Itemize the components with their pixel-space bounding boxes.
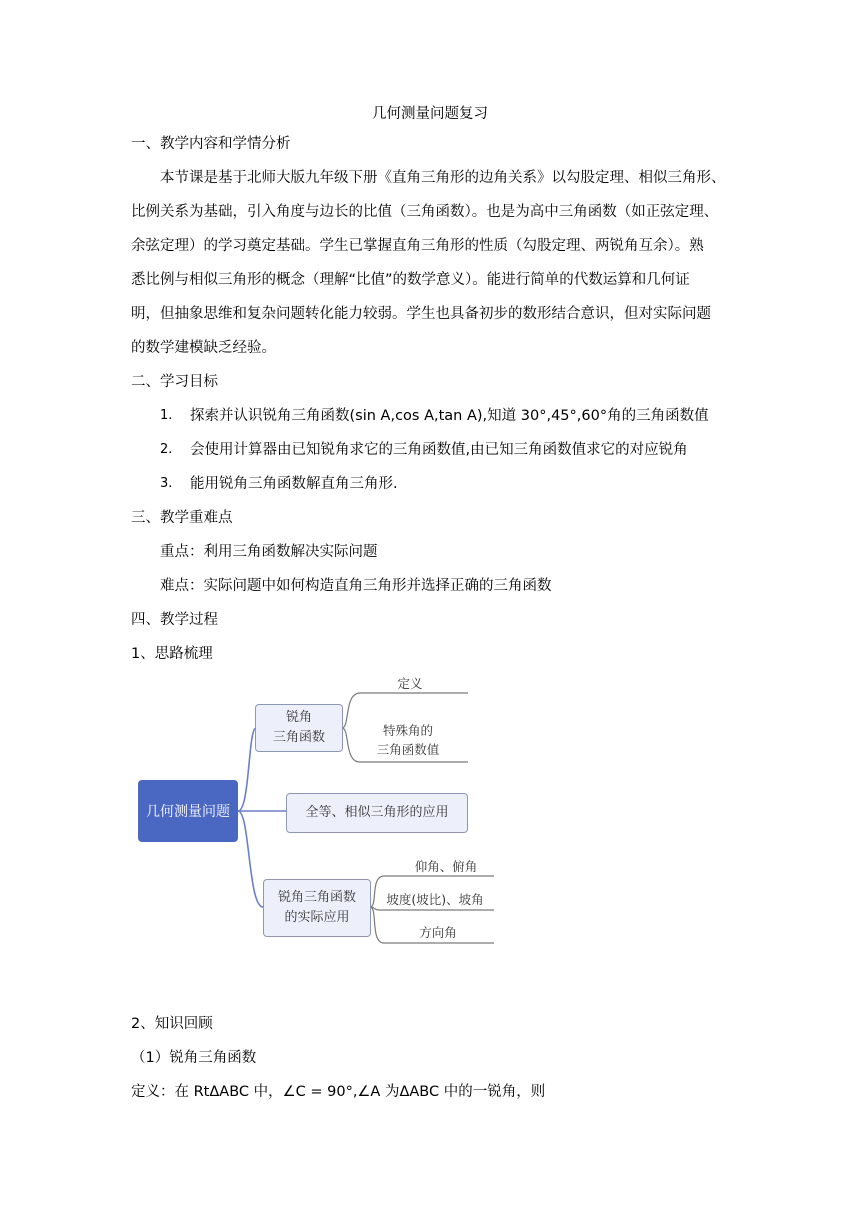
section-1-heading: 一、教学内容和学情分析 — [131, 136, 291, 152]
list-item-text: 探索并认识锐角三角函数(sin A,cos A,tan A),知道 30°,45°,60°角的三角函数值 — [190, 408, 709, 424]
subsection-heading: 2、知识回顾 — [131, 1016, 213, 1032]
section-1-line: 余弦定理）的学习奠定基础。学生已掌握直角三角形的性质（勾股定理、两锐角互余）。熟 — [131, 238, 704, 254]
branch-label: 锐角三角函数 — [277, 890, 356, 905]
mindmap-branch-trig — [255, 704, 343, 752]
leaf-special-angle: 三角函数值 — [376, 742, 440, 757]
list-item-text: 能用锐角三角函数解直角三角形. — [190, 476, 398, 492]
leaf-slope: 坡度(坡比)、坡角 — [386, 892, 484, 907]
section-4-heading: 四、教学过程 — [131, 612, 218, 628]
leaf-special-angle: 特殊角的 — [382, 723, 433, 738]
mindmap-branch-similar: 全等、相似三角形的应用 — [286, 793, 468, 833]
section-1-line: 明，但抽象思维和复杂问题转化能力较弱。学生也具备初步的数形结合意识，但对实际问题 — [131, 306, 711, 322]
key-point: 重点：利用三角函数解决实际问题 — [160, 544, 378, 560]
leaf-definition: 定义 — [397, 676, 423, 691]
section-2-heading: 二、学习目标 — [131, 374, 218, 390]
section-1-line: 比例关系为基础，引入角度与边长的比值（三角函数）。也是为高中三角函数（如正弦定理、 — [131, 204, 719, 220]
difficult-point: 难点：实际问题中如何构造直角三角形并选择正确的三角函数 — [160, 578, 552, 594]
connector-line — [238, 728, 256, 811]
subsection-heading: 1、思路梳理 — [131, 646, 213, 662]
branch-label: 三角函数 — [272, 730, 325, 745]
list-item-text: 会使用计算器由已知锐角求它的三角函数值,由已知三角函数值求它的对应锐角 — [190, 442, 688, 458]
list-item-number: 2. — [160, 442, 173, 457]
section-1-line: 悉比例与相似三角形的概念（理解“比值”的数学意义）。能进行简单的代数运算和几何证 — [131, 272, 690, 288]
list-item-number: 1. — [160, 408, 173, 423]
leaf-elevation: 仰角、俯角 — [414, 859, 478, 874]
document-title: 几何测量问题复习 — [372, 106, 488, 122]
section-1-line: 本节课是基于北师大版九年级下册《直角三角形的边角关系》以勾股定理、相似三角形、 — [160, 170, 726, 186]
definition-text: 定义：在 RtΔABC 中，∠C = 90°,∠A 为ΔABC 中的一锐角，则 — [131, 1084, 546, 1100]
mindmap-branch-application — [263, 879, 371, 937]
list-item-number: 3. — [160, 476, 173, 491]
mindmap-root: 几何测量问题 — [138, 780, 238, 842]
subsection-heading: （1）锐角三角函数 — [131, 1050, 257, 1066]
section-1-line: 的数学建模缺乏经验。 — [131, 340, 276, 356]
branch-label: 的实际应用 — [284, 910, 350, 925]
section-3-heading: 三、教学重难点 — [131, 510, 233, 526]
branch-label: 锐角 — [285, 710, 312, 725]
leaf-bearing: 方向角 — [419, 925, 457, 940]
connector-line — [238, 811, 263, 907]
